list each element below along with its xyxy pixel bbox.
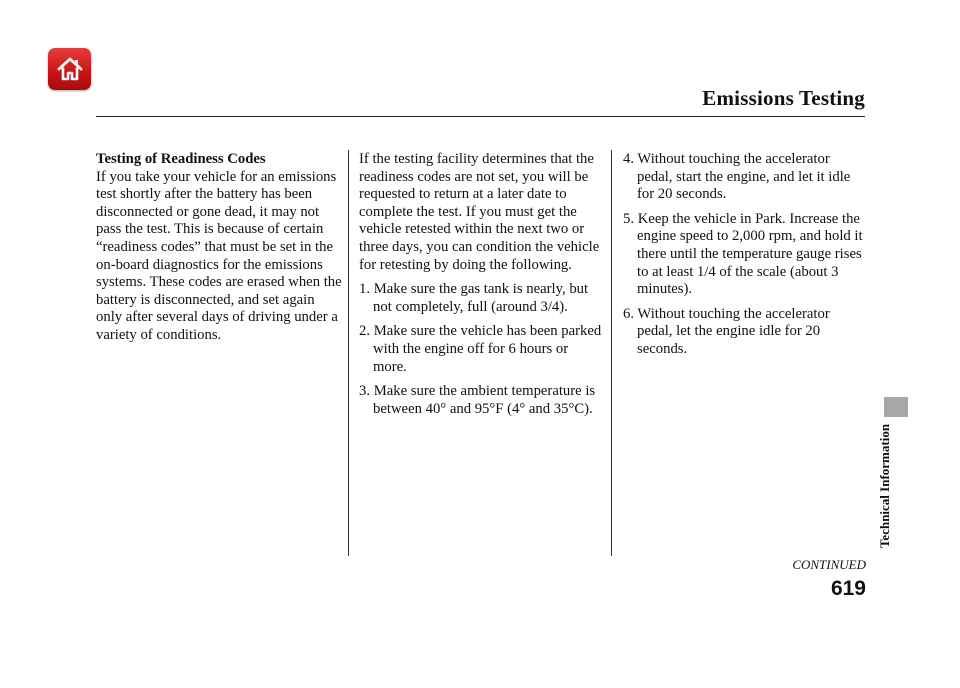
section-title: Emissions Testing xyxy=(702,86,865,110)
steps-list-part-1 xyxy=(359,281,603,418)
page-number: 619 xyxy=(830,577,866,600)
section-side-label-text: Technical Information xyxy=(877,423,893,549)
step-item: 5. Keep the vehicle in Park. Increase the engine speed to 2,000 rpm, and hold it there until the temperature gauge rises to at least 1/4 of the scale (about 3 minutes). xyxy=(623,210,863,298)
home-icon xyxy=(55,55,85,83)
column-3 xyxy=(623,151,868,366)
step-item: 4. Without touching the accelerator pedal, start the engine, and let it idle for 20 seconds. xyxy=(623,151,851,203)
step-item: 6. Without touching the accelerator pedal, let the engine idle for 20 seconds. xyxy=(623,305,830,357)
home-button[interactable] xyxy=(48,48,91,90)
column-divider-2 xyxy=(611,150,612,556)
step-item: 3. Make sure the ambient temperature is between 40° and 95°F (4° and 35°C). xyxy=(359,383,596,417)
section-tab-marker[interactable] xyxy=(884,397,908,417)
column-1 xyxy=(96,151,342,352)
step-item: 2. Make sure the vehicle has been parked with the engine off for 6 hours or more. xyxy=(359,323,602,375)
readiness-codes-paragraph: If you take your vehicle for an emissions test shortly after the battery has been disconnected or gone dead, it may not pass the test. This is because of certain “readiness codes” that must be set in the on-board diagnostics for the emissions systems. These codes are erased when the battery is disconnected, and set again only after several days of driving under a variety of conditions. xyxy=(96,168,342,343)
section-side-label xyxy=(875,423,895,549)
title-rule xyxy=(96,116,865,117)
column-2 xyxy=(359,151,603,425)
readiness-codes-heading: Testing of Readiness Codes xyxy=(96,151,266,167)
continued-label: CONTINUED xyxy=(792,557,866,572)
step-item: 1. Make sure the gas tank is nearly, but not completely, full (around 3/4). xyxy=(359,281,589,315)
retest-intro-paragraph: If the testing facility determines that the readiness codes are not set, you will be requested to return at a later date to complete the test. If you must get the vehicle retested within the next two or three days, you can condition the vehicle for retesting by doing the following. xyxy=(359,151,600,273)
column-divider-1 xyxy=(348,150,349,556)
steps-list-part-2 xyxy=(623,151,868,359)
